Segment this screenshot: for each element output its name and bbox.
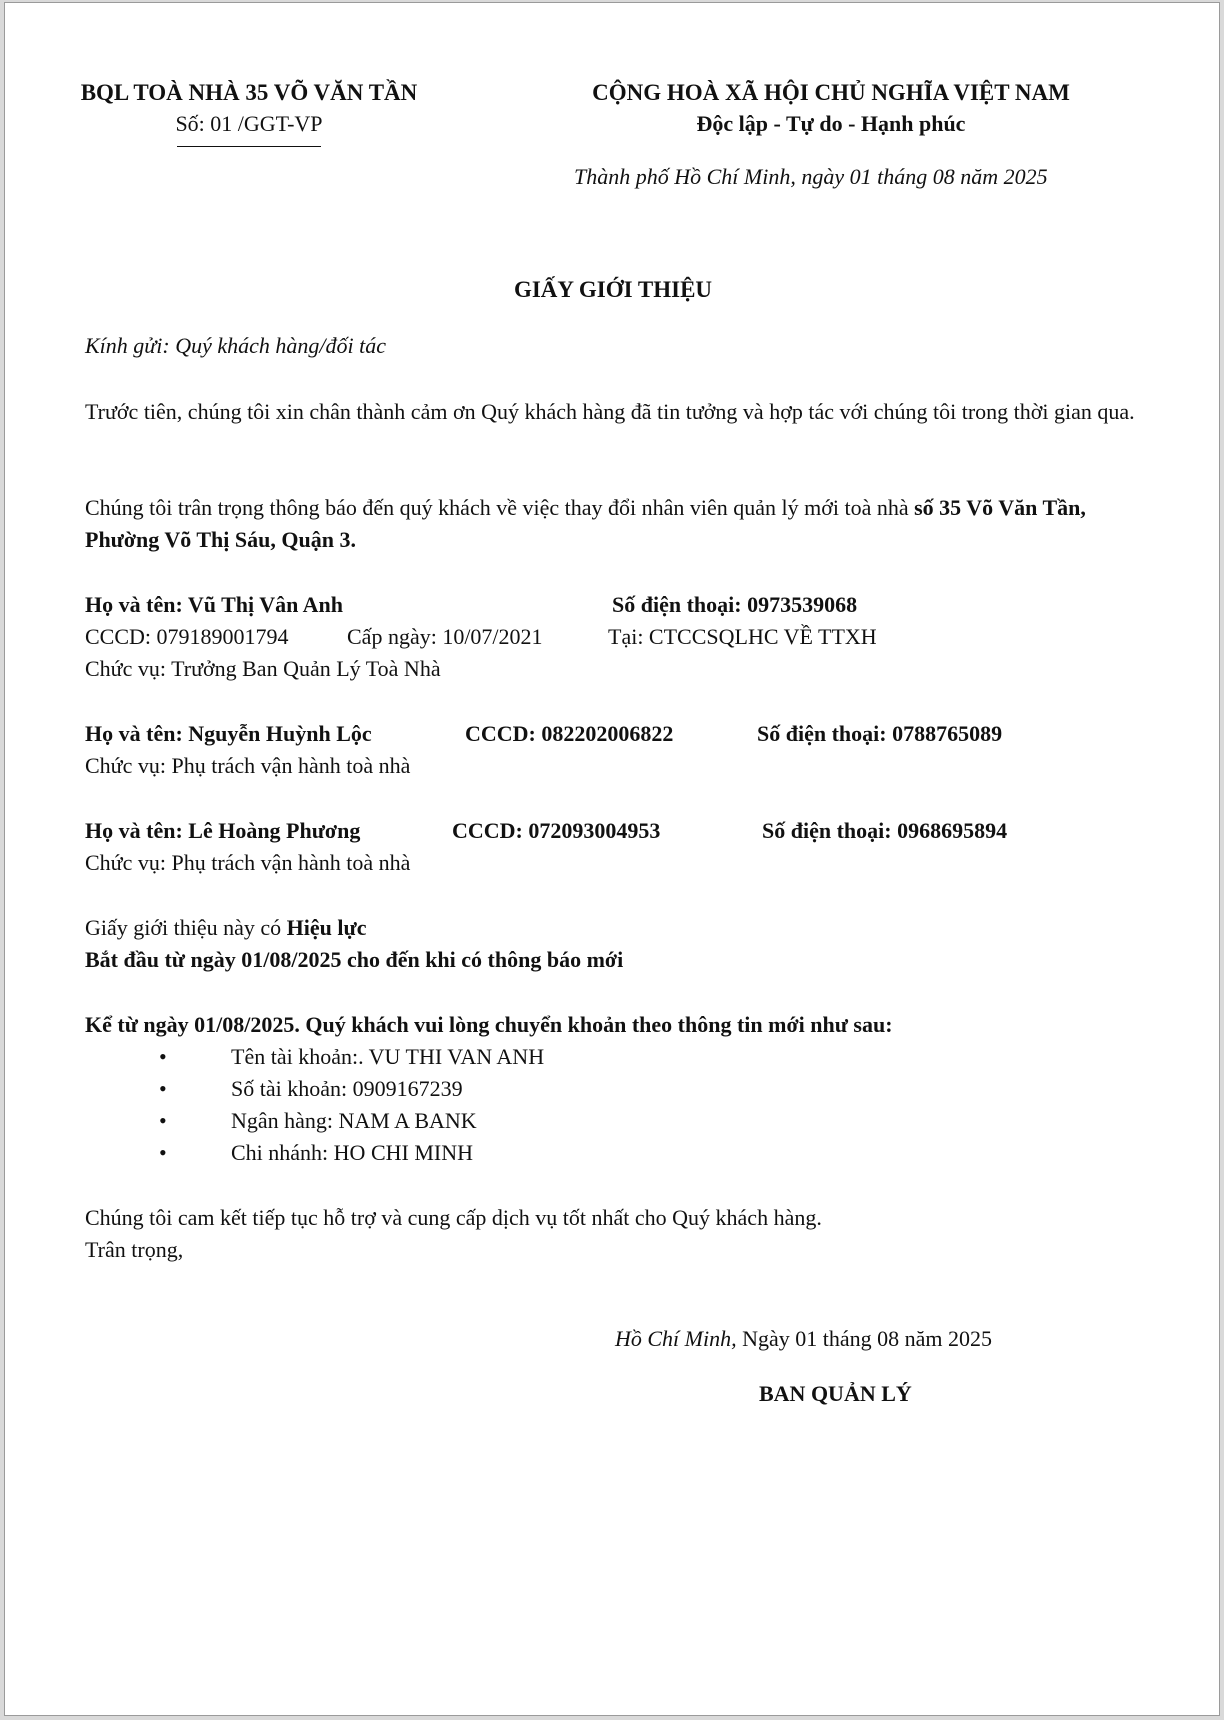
staff-3-name: Họ và tên: Lê Hoàng Phương	[85, 818, 361, 843]
staff-2-name: Họ và tên: Nguyễn Huỳnh Lộc	[85, 721, 372, 746]
staff-3-cccd: CCCD: 072093004953	[452, 818, 661, 843]
validity-prefix: Giấy giới thiệu này có	[85, 915, 287, 940]
issuing-organization-block	[79, 77, 419, 147]
organization-name: BQL TOÀ NHÀ 35 VÕ VĂN TẦN	[80, 80, 418, 105]
building-address: số 35 Võ Văn Tần, Phường Võ Thị Sáu, Quận 3.	[85, 495, 1086, 552]
bullet-icon: •	[159, 1076, 167, 1101]
staff-1-cccd: CCCD: 079189001794	[85, 624, 289, 649]
commitment-text: Chúng tôi cam kết tiếp tục hỗ trợ và cung cấp dịch vụ tốt nhất cho Quý khách hàng.	[85, 1205, 822, 1230]
document-title: GIẤY GIỚI THIỆU	[513, 277, 713, 302]
account-number: Số tài khoản: 0909167239	[231, 1076, 463, 1101]
national-title: CỘNG HOÀ XÃ HỘI CHỦ NGHĨA VIỆT NAM	[592, 80, 1070, 105]
notice-text: Chúng tôi trân trọng thông báo đến quý khách về việc thay đổi nhân viên quản lý mới toà nhà	[85, 495, 915, 520]
staff-2-position: Chức vụ: Phụ trách vận hành toà nhà	[85, 753, 411, 778]
staff-2-cccd: CCCD: 082202006822	[465, 721, 674, 746]
national-heading-block	[571, 77, 1091, 139]
staff-1-issue-date: Cấp ngày: 10/07/2021	[347, 624, 543, 649]
bank-name: Ngân hàng: NAM A BANK	[231, 1108, 477, 1133]
validity-line	[85, 912, 366, 944]
signature-date: Ngày 01 tháng 08 năm 2025	[736, 1326, 993, 1351]
staff-2-phone: Số điện thoại: 0788765089	[757, 721, 1003, 746]
list-item	[85, 1041, 985, 1073]
bullet-icon: •	[159, 1140, 167, 1165]
bullet-icon: •	[159, 1108, 167, 1133]
signature-place-date	[615, 1323, 992, 1355]
staff-3-position: Chức vụ: Phụ trách vận hành toà nhà	[85, 850, 411, 875]
staff-1-issue-place: Tại: CTCCSQLHC VỀ TTXH	[608, 624, 877, 649]
bullet-icon: •	[159, 1044, 167, 1069]
staff-1-name: Họ và tên: Vũ Thị Vân Anh	[85, 592, 343, 617]
notice-paragraph	[85, 492, 1145, 556]
regards-text: Trân trọng,	[85, 1237, 184, 1262]
list-item	[85, 1105, 985, 1137]
staff-3-phone: Số điện thoại: 0968695894	[762, 818, 1008, 843]
validity-label: Hiệu lực	[286, 915, 367, 940]
signer-title: BAN QUẢN LÝ	[759, 1381, 912, 1406]
bank-branch: Chi nhánh: HO CHI MINH	[231, 1140, 473, 1165]
place-date-header: Thành phố Hồ Chí Minh, ngày 01 tháng 08 năm 2025	[574, 164, 1048, 189]
payment-heading: Kể từ ngày 01/08/2025. Quý khách vui lòng chuyển khoản theo thông tin mới như sau:	[85, 1012, 893, 1037]
list-item	[85, 1137, 985, 1169]
salutation: Kính gửi: Quý khách hàng/đối tác	[85, 333, 387, 358]
number-underline	[177, 146, 321, 147]
signature-place: Hồ Chí Minh,	[615, 1326, 737, 1351]
staff-1-position: Chức vụ: Trưởng Ban Quản Lý Toà Nhà	[85, 656, 441, 681]
national-motto: Độc lập - Tự do - Hạnh phúc	[696, 111, 966, 136]
payment-details-list	[85, 1041, 985, 1169]
staff-1-phone: Số điện thoại: 0973539068	[612, 592, 858, 617]
account-name: Tên tài khoản:. VU THI VAN ANH	[231, 1044, 545, 1069]
document-page	[4, 2, 1220, 1716]
document-number: Số: 01 /GGT-VP	[175, 111, 323, 136]
list-item	[85, 1073, 985, 1105]
intro-paragraph: Trước tiên, chúng tôi xin chân thành cảm ơn Quý khách hàng đã tin tưởng và hợp tác với chúng tôi trong thời gian qua.	[85, 399, 1135, 424]
validity-period: Bắt đầu từ ngày 01/08/2025 cho đến khi có thông báo mới	[85, 947, 624, 972]
